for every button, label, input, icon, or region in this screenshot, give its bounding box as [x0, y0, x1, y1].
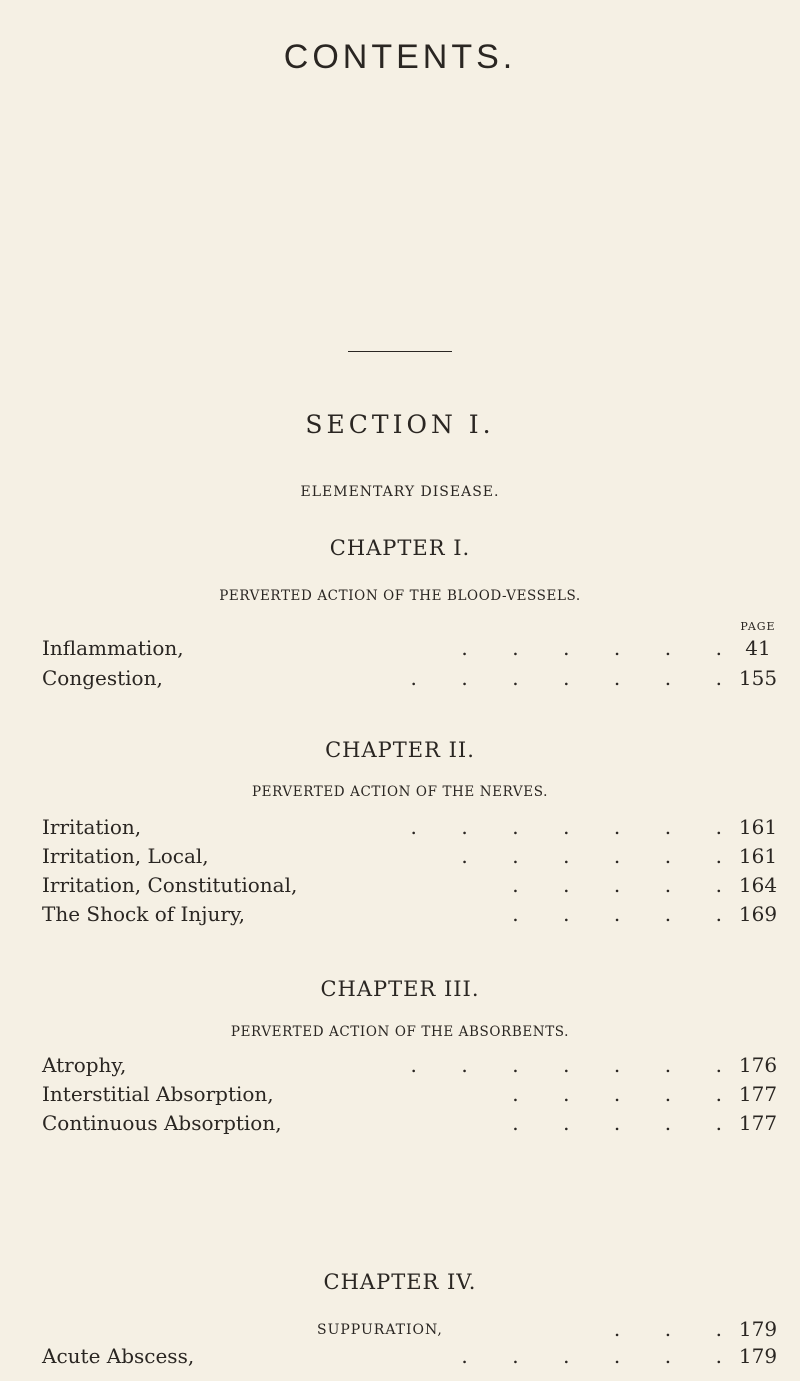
toc-entry — [0, 666, 800, 696]
entry-label: Irritation, — [42, 815, 142, 839]
chapter-2-heading: CHAPTER II. — [325, 738, 475, 762]
toc-entry — [0, 636, 800, 666]
entry-label: Atrophy, — [42, 1053, 127, 1077]
toc-entry — [0, 1082, 800, 1112]
leader-dots: . . . . . — [512, 1111, 722, 1135]
section-heading: SECTION I. — [305, 410, 495, 439]
chapter-3-subtitle: PERVERTED ACTION OF THE ABSORBENTS. — [230, 1024, 570, 1040]
page-number: 161 — [738, 844, 778, 868]
leader-dots: . . . . . — [512, 1082, 722, 1106]
toc-entry — [0, 902, 800, 932]
entry-label: Acute Abscess, — [42, 1344, 195, 1368]
leader-dots: . . . . . — [512, 902, 722, 926]
chapter-4-subtitle: SUPPURATION, — [317, 1322, 443, 1338]
section-subtitle: ELEMENTARY DISEASE. — [300, 484, 500, 500]
toc-entry — [0, 815, 800, 845]
entry-label: Irritation, Constitutional, — [42, 873, 298, 897]
entry-label: Interstitial Absorption, — [42, 1082, 274, 1106]
entry-label: Continuous Absorption, — [42, 1111, 282, 1135]
entry-label: Congestion, — [42, 666, 163, 690]
page-number: 41 — [745, 636, 771, 660]
toc-entry — [0, 1344, 800, 1374]
divider-rule — [348, 351, 452, 352]
toc-entry — [0, 873, 800, 903]
page-column-header: PAGE — [740, 620, 776, 633]
page-number: 177 — [738, 1111, 778, 1135]
leader-dots: . . . . . — [512, 873, 722, 897]
leader-dots: . . . — [613, 1317, 722, 1341]
page-number: 179 — [738, 1344, 778, 1368]
leader-dots: . . . . . . . — [410, 666, 722, 690]
chapter-2-subtitle: PERVERTED ACTION OF THE NERVES. — [252, 784, 548, 800]
leader-dots: . . . . . . — [461, 1344, 722, 1368]
toc-entry — [0, 1053, 800, 1083]
entry-label: The Shock of Injury, — [42, 902, 245, 926]
page-number: 177 — [738, 1082, 778, 1106]
toc-entry — [0, 844, 800, 874]
chapter-1-heading: CHAPTER I. — [329, 536, 471, 560]
leader-dots: . . . . . . . — [410, 1053, 722, 1077]
page-number: 164 — [738, 873, 778, 897]
page-number: 161 — [738, 815, 778, 839]
leader-dots: . . . . . . . — [410, 815, 722, 839]
page-number: 179 — [738, 1317, 778, 1341]
page-number: 169 — [738, 902, 778, 926]
page-number: 176 — [738, 1053, 778, 1077]
chapter-3-heading: CHAPTER III. — [320, 977, 480, 1001]
leader-dots: . . . . . . — [461, 636, 722, 660]
chapter-4-heading: CHAPTER IV. — [323, 1270, 477, 1294]
page-title: CONTENTS. — [283, 38, 517, 76]
chapter-4-subtitle-row — [0, 1317, 800, 1347]
entry-label: Inflammation, — [42, 636, 184, 660]
toc-entry — [0, 1111, 800, 1141]
entry-label: Irritation, Local, — [42, 844, 209, 868]
chapter-1-subtitle: PERVERTED ACTION OF THE BLOOD-VESSELS. — [219, 588, 581, 604]
leader-dots: . . . . . . — [461, 844, 722, 868]
page-number: 155 — [738, 666, 778, 690]
